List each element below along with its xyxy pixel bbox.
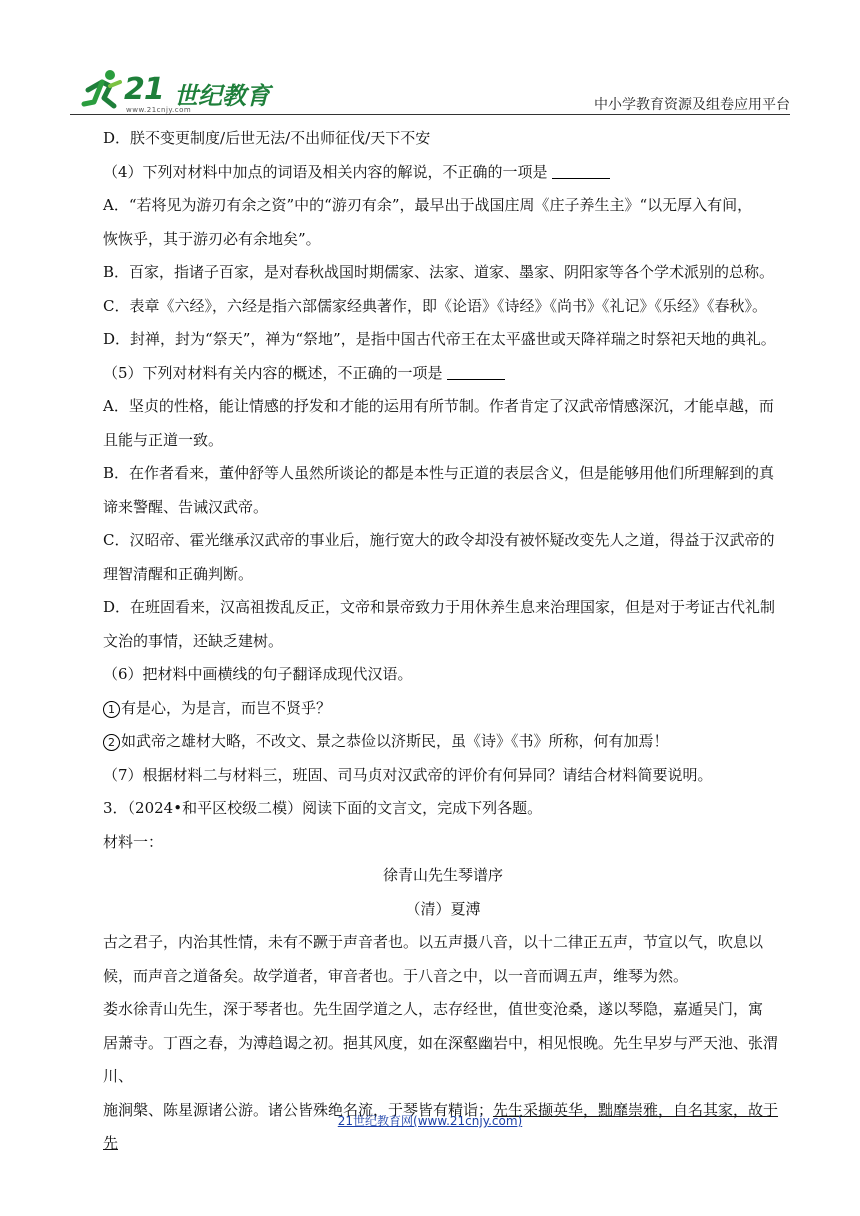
site-logo[interactable]	[80, 68, 280, 116]
question-6: （6）把材料中画横线的句子翻译成现代汉语。	[103, 665, 413, 683]
material-1-label: 材料一：	[103, 832, 164, 851]
page-footer	[0, 1112, 860, 1129]
option-line: D．朕不变更制度/后世无法/不出师征伐/天下不安	[103, 129, 431, 147]
option-d: D．封禅，封为“祭天”，禅为“祭地”，是指中国古代帝王在太平盛世或天降祥瑞之时祭祀天地的典礼。	[103, 330, 776, 348]
section-3-heading: 3．（2024•和平区校级二模）阅读下面的文言文，完成下列各题。	[103, 799, 543, 817]
question-5	[103, 357, 783, 391]
document-body	[103, 122, 783, 1161]
logo-number: 21	[124, 72, 164, 107]
question-text: （4）下列对材料中加点的词语及相关内容的解说，不正确的一项是	[103, 162, 548, 181]
sentence-1	[103, 692, 783, 726]
sentence-text: 如武帝之雄材大略，不改文、景之恭俭以济斯民，虽《诗》《书》所称，何有加焉！	[121, 732, 669, 750]
option-a-line-1: A．“若将见为游刃有余之资”中的“游刃有余”，最早出于战国庄周《庄子养生主》“以无厚入有间，	[103, 196, 753, 214]
option-b: B．百家，指诸子百家，是对春秋战国时期儒家、法家、道家、墨家、阴阳家等各个学术派别的总称。	[103, 263, 775, 281]
option-d-line-1: D．在班固看来，汉高祖拨乱反正，文帝和景帝致力于用休养生息来治理国家，但是对于考证古代礼制	[103, 598, 776, 616]
circled-number-1: 1	[103, 701, 120, 718]
option-a-line-2: 且能与正道一致。	[103, 430, 224, 449]
circled-number-2: 2	[103, 734, 120, 751]
question-4	[103, 156, 783, 190]
option-b-line-2: 谛来警醒、告诫汉武帝。	[103, 497, 269, 516]
underlined-sentence: 先生采撷英华，黜靡崇雅，自名其家，故于先	[103, 1100, 779, 1152]
logo-url: www.21cnjy.com	[126, 106, 192, 114]
sentence-text: 有是心，为是言，而岂不贤乎？	[121, 698, 332, 717]
essay-title: 徐青山先生琴谱序	[382, 866, 503, 884]
question-text: （5）下列对材料有关内容的概述，不正确的一项是	[103, 363, 443, 382]
paragraph-2-line-1: 娄水徐青山先生，深于琴者也。先生固学道之人，志存经世，值世变沧桑，遂以琴隐，嘉遁吴门，寓	[103, 1000, 764, 1018]
paragraph-1-line-2: 候，而声音之道备矣。故学道者，审音者也。于八音之中，以一音而调五声，维琴为然。	[103, 966, 689, 985]
option-a-line-2: 恢恢乎，其于游刃必有余地矣”。	[103, 229, 321, 248]
answer-blank[interactable]	[447, 365, 505, 380]
page-header	[70, 62, 790, 120]
header-divider	[70, 114, 790, 115]
answer-blank[interactable]	[552, 164, 610, 179]
logo-text: 世纪教育	[174, 82, 270, 110]
option-c-line-2: 理智清醒和正确判断。	[103, 564, 254, 583]
paragraph-2-line-2: 居萧寺。丁酉之春，为溥趋谒之初。挹其风度，如在深壑幽岩中，相见恨晚。先生早岁与严天池、张渭川、	[103, 1033, 779, 1085]
footer-link[interactable]: 21世纪教育网(www.21cnjy.com)	[337, 1114, 523, 1128]
option-a-line-1: A．坚贞的性格，能让情感的抒发和才能的运用有所节制。作者肯定了汉武帝情感深沉，才能卓越，而	[103, 397, 774, 415]
plain-text: 施涧槃、陈星源诸公游。诸公皆殊绝名流，于琴皆有精诣；	[103, 1100, 494, 1119]
platform-name: 中小学教育资源及组卷应用平台	[594, 97, 790, 113]
sentence-2	[103, 725, 783, 759]
option-c-line-1: C．汉昭帝、霍光继承汉武帝的事业后，施行宽大的政令却没有被怀疑改变先人之道，得益于汉武帝的	[103, 531, 775, 549]
essay-author: （清）夏溥	[405, 899, 481, 918]
option-b-line-1: B．在作者看来，董仲舒等人虽然所谈论的都是本性与正道的表层含义，但是能够用他们所理解到的真	[103, 464, 775, 482]
option-d-line-2: 文治的事情，还缺乏建树。	[103, 631, 284, 650]
runner-logo-icon	[80, 68, 124, 112]
question-7: （7）根据材料二与材料三，班固、司马贞对汉武帝的评价有何异同？请结合材料简要说明。	[103, 765, 713, 784]
option-c: C．表章《六经》，六经是指六部儒家经典著作，即《论语》《诗经》《尚书》《礼记》《乐经》《春秋》。	[103, 296, 767, 315]
paragraph-1-line-1: 古之君子，内治其性情，未有不蹶于声音者也。以五声摄八音，以十二律正五声，节宣以气，吹息以	[103, 933, 764, 951]
